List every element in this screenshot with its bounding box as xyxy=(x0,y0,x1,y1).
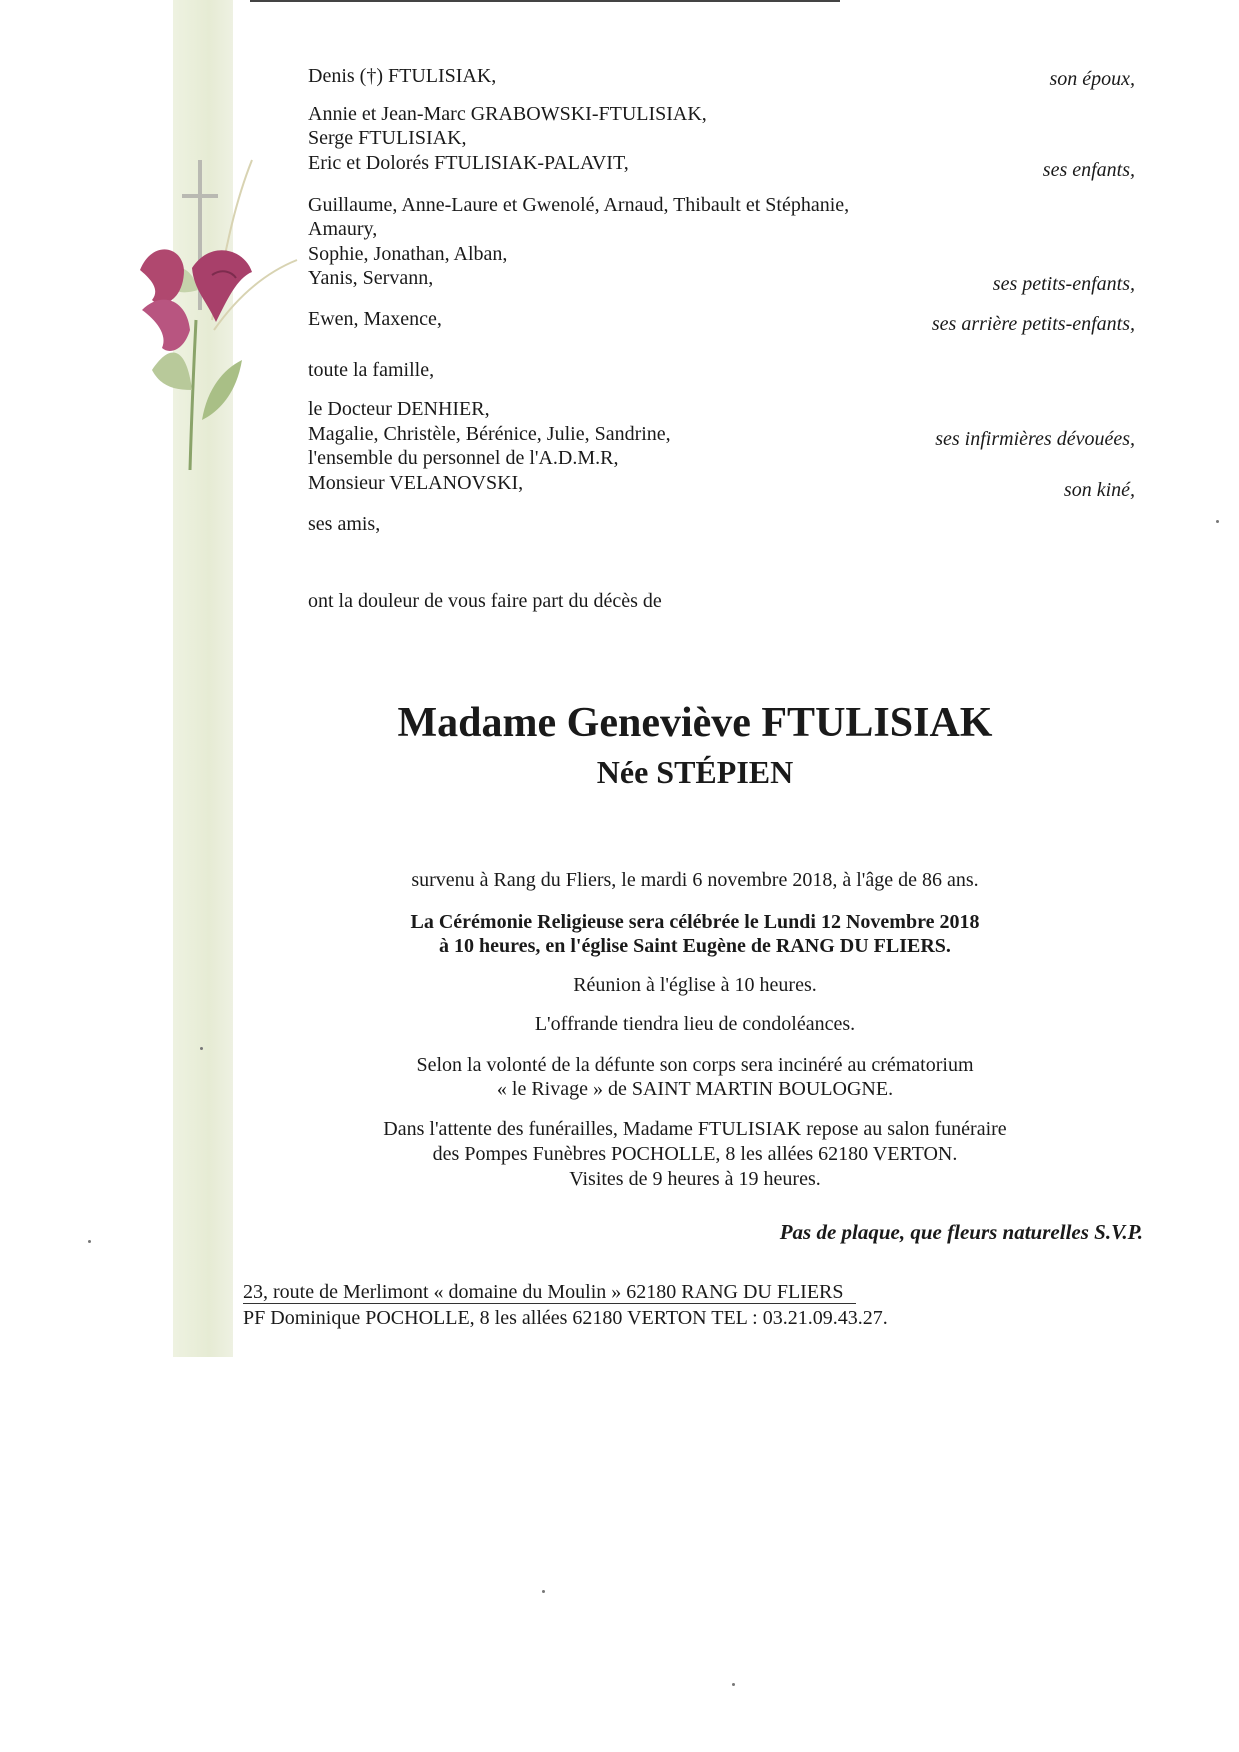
great-grandchildren-role: ses arrière petits-enfants, xyxy=(931,313,1135,335)
scan-speck xyxy=(200,1047,203,1050)
offering-note: L'offrande tiendra lieu de condoléances. xyxy=(534,1013,856,1035)
cremation-line-2: « le Rivage » de SAINT MARTIN BOULOGNE. xyxy=(496,1078,894,1100)
scan-speck xyxy=(732,1683,735,1686)
footer-address xyxy=(243,1280,856,1304)
grandchildren-line: Sophie, Jonathan, Alban, xyxy=(308,243,508,265)
nurses-role: ses infirmières dévouées, xyxy=(935,428,1135,450)
family-all: toute la famille, xyxy=(308,359,435,381)
church-meeting: Réunion à l'église à 10 heures. xyxy=(573,974,817,996)
deceased-name: Madame Geneviève FTULISIAK xyxy=(397,700,993,746)
carer-line: l'ensemble du personnel de l'A.D.M.R, xyxy=(308,447,619,469)
carer-line: Monsieur VELANOVSKI, xyxy=(308,472,524,494)
child-line: Annie et Jean-Marc GRABOWSKI-FTULISIAK, xyxy=(308,103,707,125)
child-line: Eric et Dolorés FTULISIAK-PALAVIT, xyxy=(308,152,629,174)
spouse-name: Denis (†) FTULISIAK, xyxy=(308,65,497,87)
flowers-request: Pas de plaque, que fleurs naturelles S.V.P. xyxy=(779,1220,1143,1244)
top-rule xyxy=(250,0,840,2)
great-grandchildren: Ewen, Maxence, xyxy=(308,308,442,330)
ceremony-line-1: La Cérémonie Religieuse sera célébrée le Lundi 12 Novembre 2018 xyxy=(410,911,980,933)
grandchildren-line: Amaury, xyxy=(308,218,378,240)
maiden-name: Née STÉPIEN xyxy=(596,754,794,790)
friends: ses amis, xyxy=(308,513,381,535)
ceremony-line-2: à 10 heures, en l'église Saint Eugène de RANG DU FLIERS. xyxy=(439,935,951,957)
physio-role: son kiné, xyxy=(1063,479,1135,501)
children-role: ses enfants, xyxy=(1042,159,1135,181)
rest-line-2: des Pompes Funèbres POCHOLLE, 8 les allées 62180 VERTON. xyxy=(432,1143,958,1165)
spouse-role: son époux, xyxy=(1049,68,1135,90)
carer-line: le Docteur DENHIER, xyxy=(308,398,490,420)
rest-line-3: Visites de 9 heures à 19 heures. xyxy=(569,1168,821,1190)
death-details: survenu à Rang du Fliers, le mardi 6 novembre 2018, à l'âge de 86 ans. xyxy=(411,869,979,891)
scan-speck xyxy=(88,1240,91,1243)
child-line: Serge FTULISIAK, xyxy=(308,127,467,149)
grandchildren-role: ses petits-enfants, xyxy=(992,273,1135,295)
grandchildren-line: Guillaume, Anne-Laure et Gwenolé, Arnaud, Thibault et Stéphanie, xyxy=(308,194,850,216)
scan-speck xyxy=(542,1590,545,1593)
footer-funeral-home: PF Dominique POCHOLLE, 8 les allées 62180 VERTON TEL : 03.21.09.43.27. xyxy=(243,1307,888,1329)
rest-line-1: Dans l'attente des funérailles, Madame FTULISIAK repose au salon funéraire xyxy=(383,1118,1007,1140)
cremation-line-1: Selon la volonté de la défunte son corps sera incinéré au crématorium xyxy=(416,1054,974,1076)
carer-line: Magalie, Christèle, Bérénice, Julie, Sandrine, xyxy=(308,423,671,445)
footer-address-text: 23, route de Merlimont « domaine du Moulin » 62180 RANG DU FLIERS xyxy=(243,1281,856,1304)
lily-cross-icon xyxy=(132,150,302,480)
announcement: ont la douleur de vous faire part du décès de xyxy=(308,590,662,612)
grandchildren-line: Yanis, Servann, xyxy=(308,267,434,289)
scan-speck xyxy=(1216,520,1219,523)
